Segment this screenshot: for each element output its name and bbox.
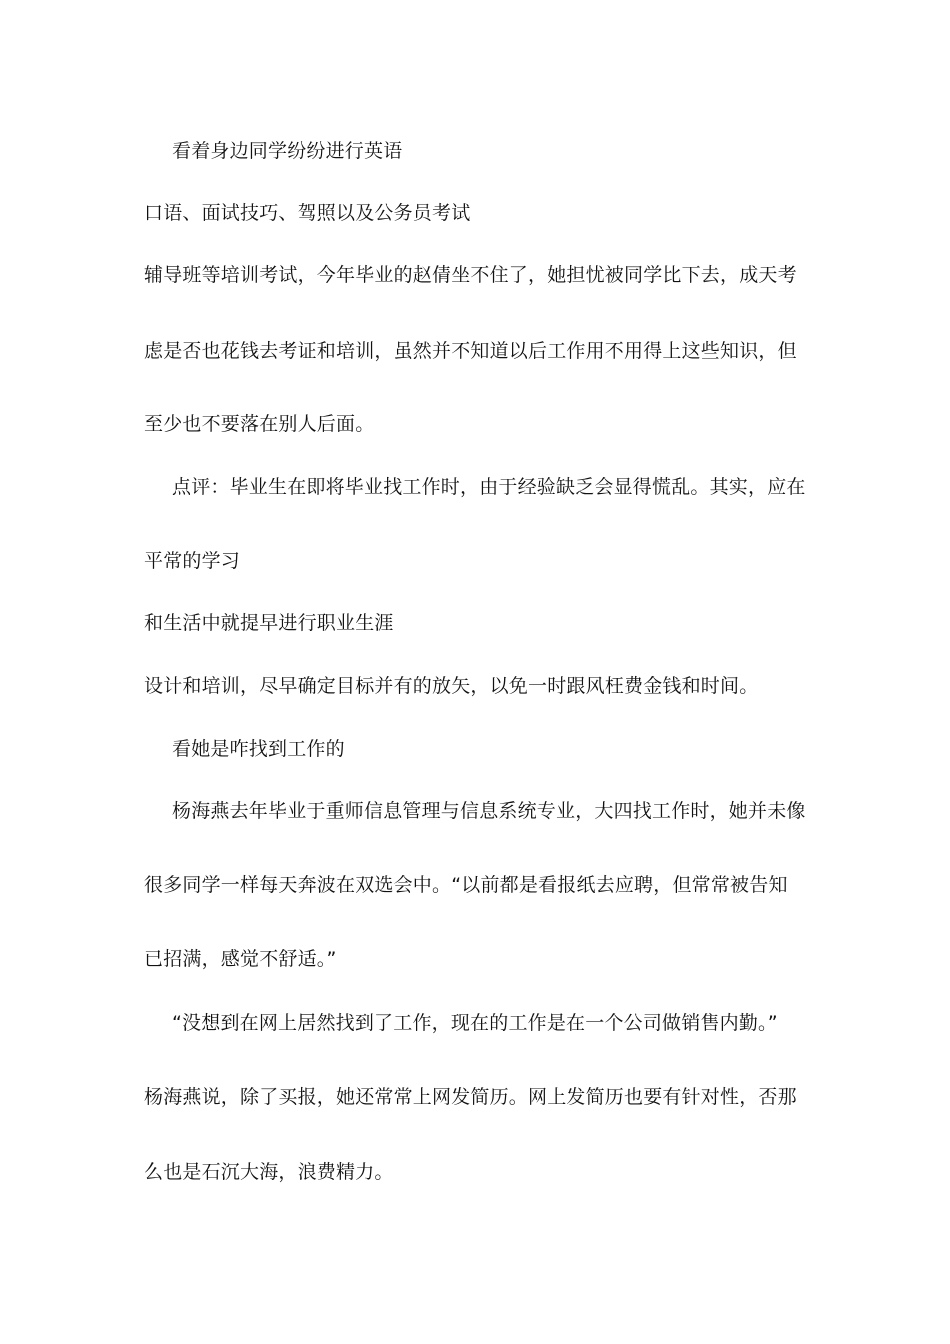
text-line: 和生活中就提早进行职业生涯	[144, 612, 394, 634]
text-line: 看着身边同学纷纷进行英语	[172, 140, 403, 162]
text-line: 很多同学一样每天奔波在双选会中。“以前都是看报纸去应聘，但常常被告知	[144, 874, 788, 896]
text-line: 至少也不要落在别人后面。	[144, 413, 375, 435]
text-line: 平常的学习	[144, 550, 241, 572]
text-line: 虑是否也花钱去考证和培训，虽然并不知道以后工作用不用得上这些知识，但	[144, 340, 797, 362]
text-line: 么也是石沉大海，浪费精力。	[144, 1161, 394, 1183]
text-line: 杨海燕去年毕业于重师信息管理与信息系统专业，大四找工作时，她并未像	[172, 800, 806, 822]
text-line: 杨海燕说，除了买报，她还常常上网发简历。网上发简历也要有针对性，否那	[144, 1086, 797, 1108]
text-line: “没想到在网上居然找到了工作，现在的工作是在一个公司做销售内勤。”	[172, 1012, 778, 1034]
text-line: 辅导班等培训考试，今年毕业的赵倩坐不住了，她担忧被同学比下去，成天考	[144, 264, 797, 286]
text-line: 已招满，感觉不舒适。”	[144, 948, 337, 970]
text-line: 看她是咋找到工作的	[172, 738, 345, 760]
text-line: 点评：毕业生在即将毕业找工作时，由于经验缺乏会显得慌乱。其实，应在	[172, 476, 806, 498]
text-line: 设计和培训，尽早确定目标并有的放矢，以免一时跟风枉费金钱和时间。	[144, 675, 759, 697]
text-line: 口语、面试技巧、驾照以及公务员考试	[144, 202, 471, 224]
